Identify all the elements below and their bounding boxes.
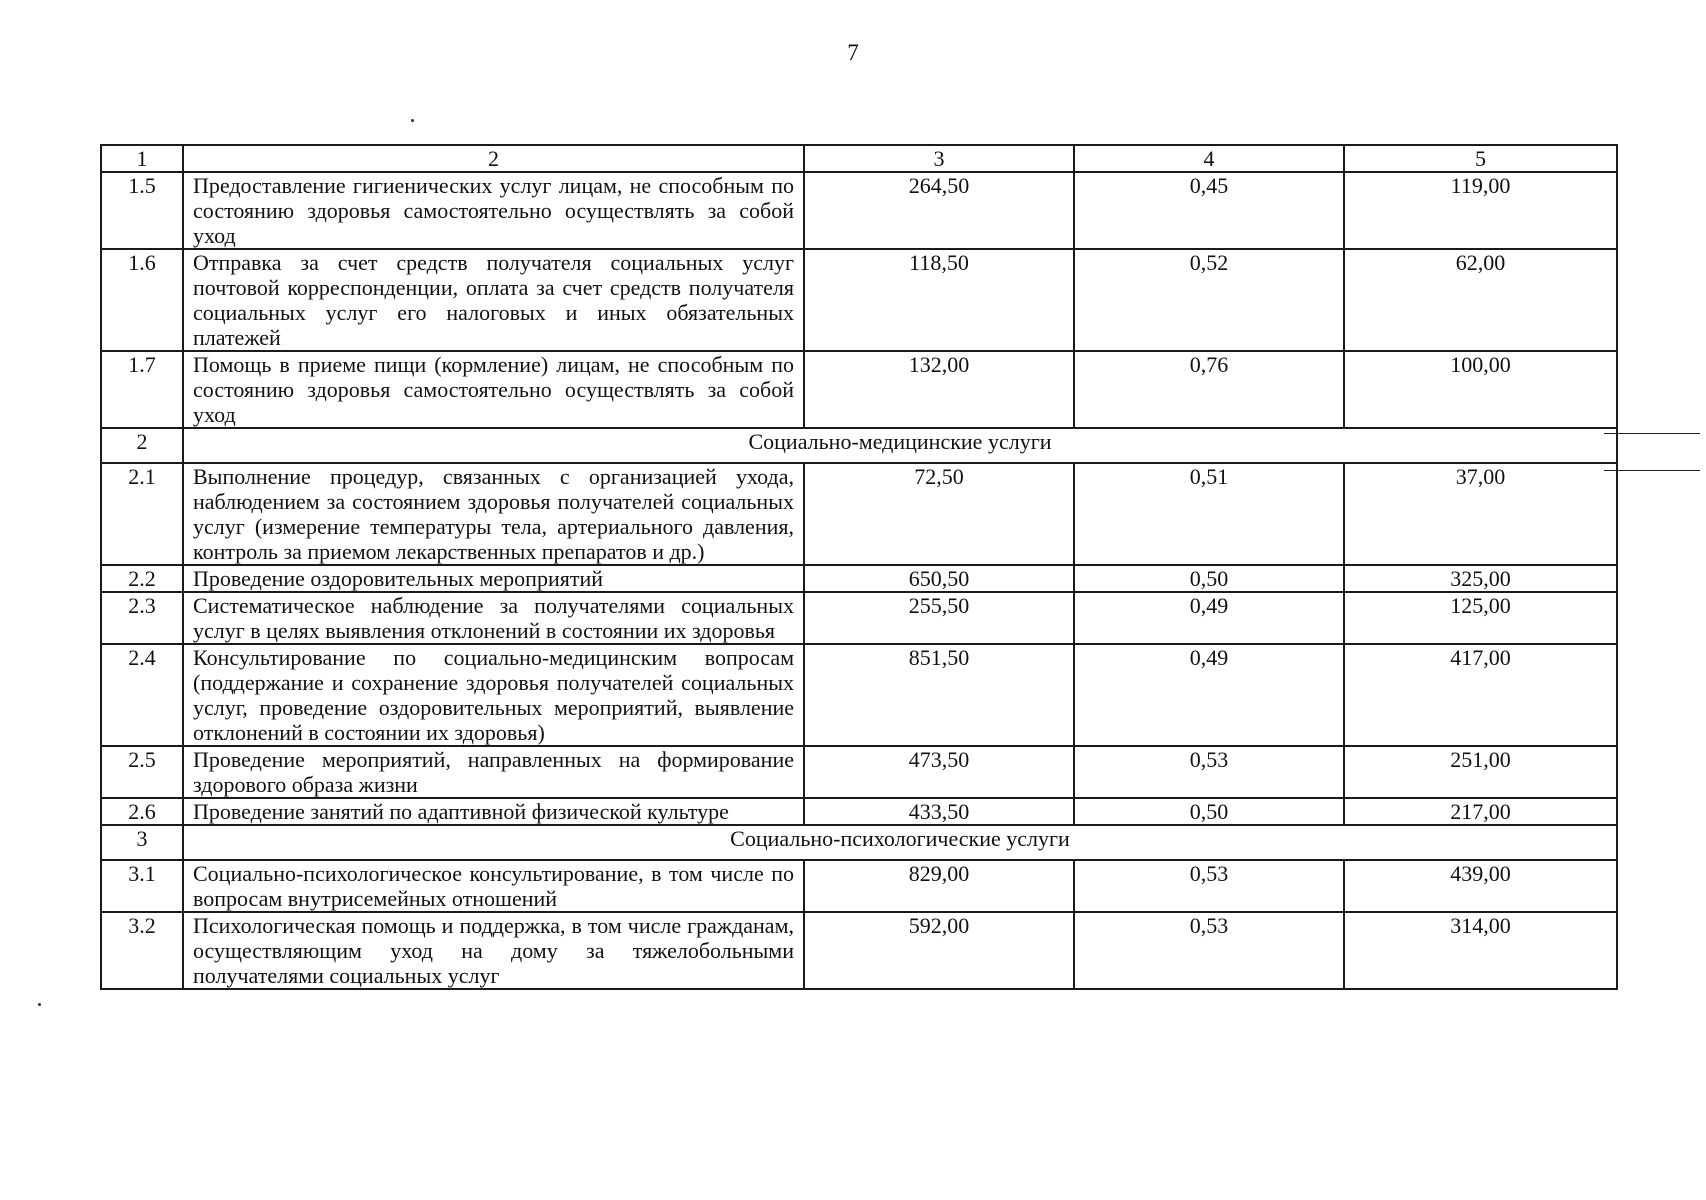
value-col-3: 72,50: [804, 463, 1074, 565]
value-col-4: 0,51: [1074, 463, 1344, 565]
page-number: 7: [847, 40, 859, 65]
value-col-3: 650,50: [804, 565, 1074, 592]
value-col-4: 0,49: [1074, 644, 1344, 746]
service-name: Проведение оздоровительных мероприятий: [183, 565, 804, 592]
value-col-3: 433,50: [804, 798, 1074, 825]
value-col-3: 264,50: [804, 172, 1074, 249]
value-col-5: 37,00: [1344, 463, 1617, 565]
service-name: Помощь в приеме пищи (кормление) лицам, не способным по состоянию здоровья самостоятельно осуществлять за собой уход: [183, 351, 804, 428]
value-col-4: 0,53: [1074, 860, 1344, 912]
service-name: Консультирование по социально-медицинским вопросам (поддержание и сохранение здоровья получателей социальных услуг, проведение оздоровительных мероприятий, выявление отклонений в состоянии их здоровья): [183, 644, 804, 746]
service-name: Отправка за счет средств получателя социальных услуг почтовой корреспонденции, оплата за счет средств получателя социальных услуг его налоговых и иных обязательных платежей: [183, 249, 804, 351]
column-header-4: 4: [1074, 145, 1344, 172]
service-number: 2.5: [101, 746, 183, 798]
value-col-4: 0,50: [1074, 798, 1344, 825]
value-col-5: 217,00: [1344, 798, 1617, 825]
value-col-5: 125,00: [1344, 592, 1617, 644]
value-col-5: 251,00: [1344, 746, 1617, 798]
value-col-5: 62,00: [1344, 249, 1617, 351]
service-name: Проведение занятий по адаптивной физической культуре: [183, 798, 804, 825]
service-number: 1.6: [101, 249, 183, 351]
service-row: [101, 565, 1617, 592]
service-name: Предоставление гигиенических услуг лицам, не способным по состоянию здоровья самостоятельно осуществлять за собой уход: [183, 172, 804, 249]
value-col-3: 592,00: [804, 912, 1074, 989]
services-table-body: [101, 145, 1617, 989]
service-number: 2.1: [101, 463, 183, 565]
value-col-5: 417,00: [1344, 644, 1617, 746]
value-col-3: 132,00: [804, 351, 1074, 428]
service-row: [101, 746, 1617, 798]
section-title: Социально-медицинские услуги: [183, 428, 1617, 463]
value-col-4: 0,53: [1074, 746, 1344, 798]
value-col-4: 0,52: [1074, 249, 1344, 351]
service-name: Выполнение процедур, связанных с организацией ухода, наблюдением за состоянием здоровья получателей социальных услуг (измерение температуры тела, артериального давления, контроль за приемом лекарственных препаратов и др.): [183, 463, 804, 565]
section-number: 3: [101, 825, 183, 860]
service-number: 3.1: [101, 860, 183, 912]
column-header-1: 1: [101, 145, 183, 172]
scan-speck: [411, 119, 414, 122]
column-header-2: 2: [183, 145, 804, 172]
value-col-5: 100,00: [1344, 351, 1617, 428]
service-row: [101, 592, 1617, 644]
value-col-4: 0,76: [1074, 351, 1344, 428]
service-row: [101, 249, 1617, 351]
value-col-3: 851,50: [804, 644, 1074, 746]
service-row: [101, 860, 1617, 912]
column-header-3: 3: [804, 145, 1074, 172]
service-number: 2.3: [101, 592, 183, 644]
value-col-3: 473,50: [804, 746, 1074, 798]
services-table: [100, 144, 1618, 990]
value-col-3: 255,50: [804, 592, 1074, 644]
column-header-5: 5: [1344, 145, 1617, 172]
service-row: [101, 463, 1617, 565]
service-row: [101, 644, 1617, 746]
service-number: 2.6: [101, 798, 183, 825]
value-col-5: 314,00: [1344, 912, 1617, 989]
value-col-5: 439,00: [1344, 860, 1617, 912]
service-row: [101, 172, 1617, 249]
service-number: 2.2: [101, 565, 183, 592]
service-row: [101, 912, 1617, 989]
value-col-4: 0,49: [1074, 592, 1344, 644]
value-col-3: 118,50: [804, 249, 1074, 351]
service-number: 3.2: [101, 912, 183, 989]
value-col-4: 0,50: [1074, 565, 1344, 592]
section-header-row: [101, 428, 1617, 463]
service-number: 2.4: [101, 644, 183, 746]
section-title: Социально-психологические услуги: [183, 825, 1617, 860]
section-header-row: [101, 825, 1617, 860]
service-name: Социально-психологическое консультирование, в том числе по вопросам внутрисемейных отношений: [183, 860, 804, 912]
service-name: Проведение мероприятий, направленных на формирование здорового образа жизни: [183, 746, 804, 798]
service-number: 1.7: [101, 351, 183, 428]
section-number: 2: [101, 428, 183, 463]
value-col-5: 325,00: [1344, 565, 1617, 592]
service-row: [101, 351, 1617, 428]
value-col-4: 0,53: [1074, 912, 1344, 989]
value-col-5: 119,00: [1344, 172, 1617, 249]
scan-speck: [38, 1003, 41, 1006]
value-col-4: 0,45: [1074, 172, 1344, 249]
column-number-row: [101, 145, 1617, 172]
scan-artifact-line: [1604, 433, 1700, 434]
value-col-3: 829,00: [804, 860, 1074, 912]
service-name: Систематическое наблюдение за получателями социальных услуг в целях выявления отклонений в состоянии их здоровья: [183, 592, 804, 644]
service-number: 1.5: [101, 172, 183, 249]
service-name: Психологическая помощь и поддержка, в том числе гражданам, осуществляющим уход на дому за тяжелобольными получателями социальных услуг: [183, 912, 804, 989]
scan-artifact-line: [1604, 470, 1700, 471]
service-row: [101, 798, 1617, 825]
